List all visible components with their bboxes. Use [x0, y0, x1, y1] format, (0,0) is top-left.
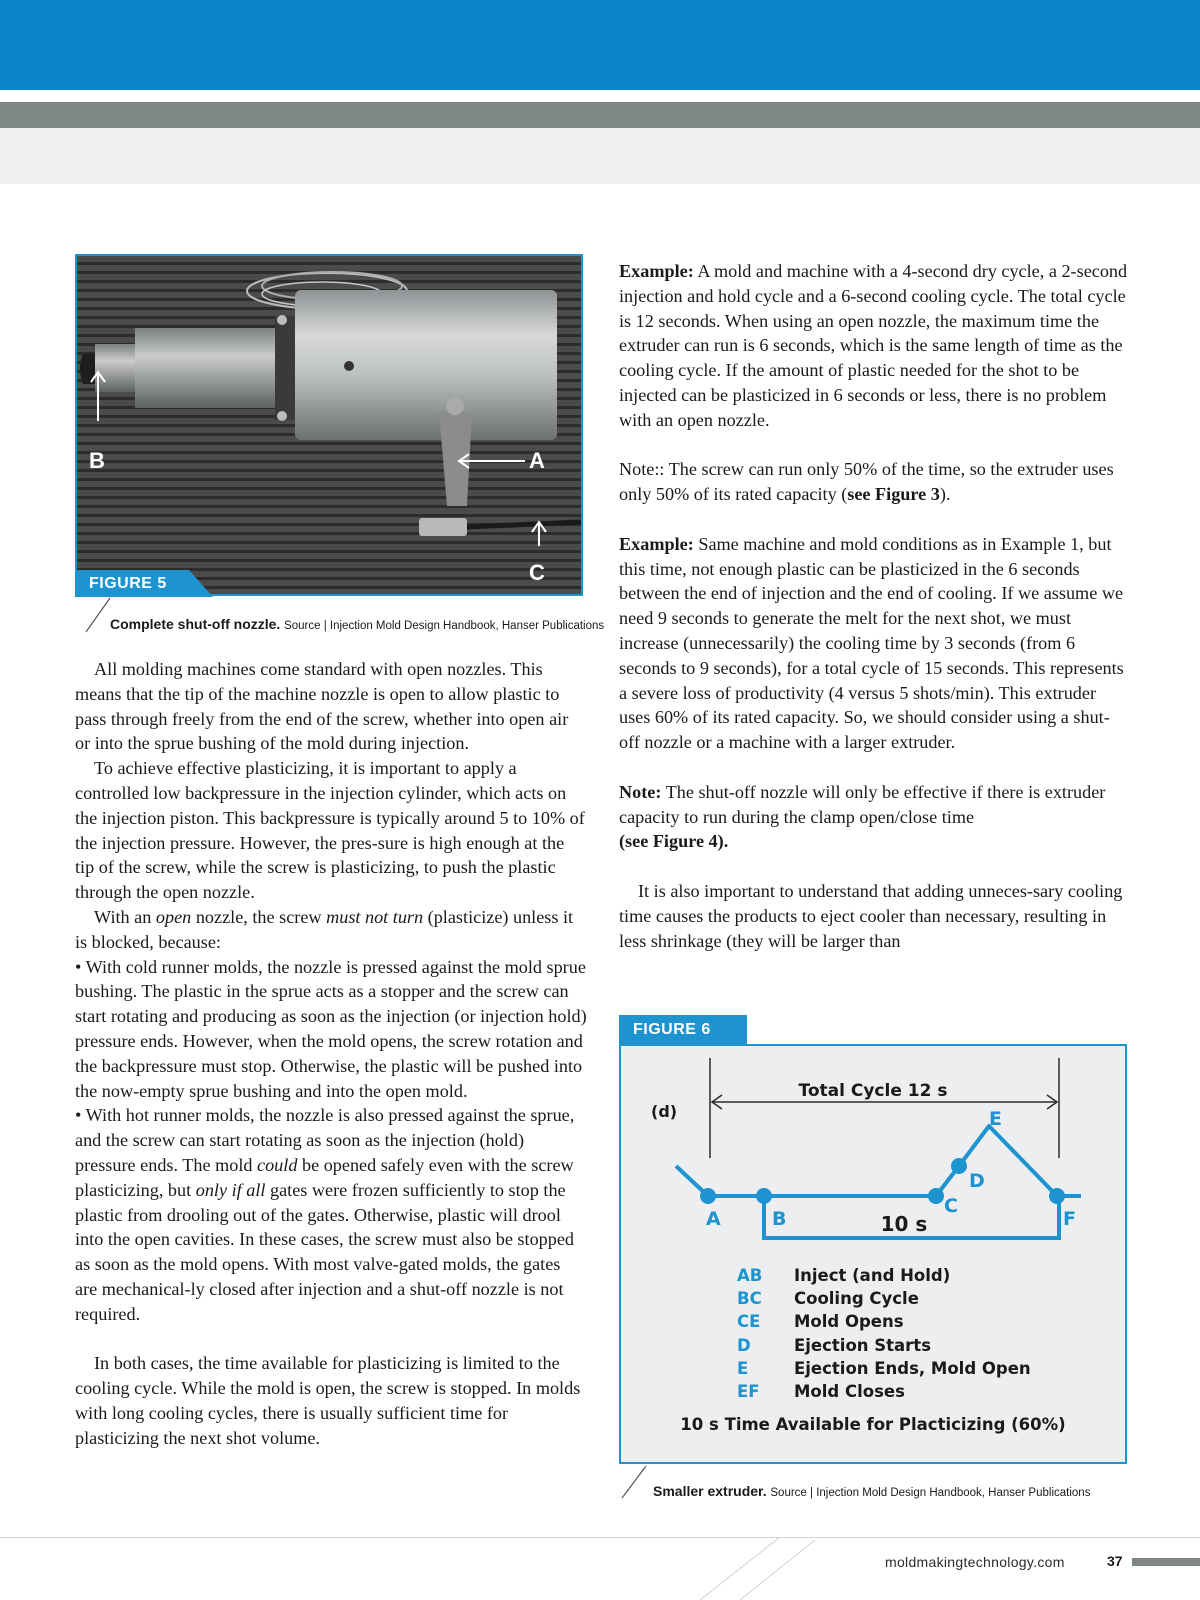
figure-5-caption-source: Source | Injection Mold Design Handbook, Hanser Publications [284, 620, 605, 632]
figure-5-label-a: A [529, 448, 545, 473]
total-cycle-label: Total Cycle 12 s [798, 1081, 948, 1101]
point-b-label: B [772, 1208, 787, 1230]
figure-5-caption [110, 616, 604, 632]
figure-5-photo [75, 254, 583, 596]
point-b-marker [756, 1188, 772, 1204]
bullet-hot-runner: • With hot runner molds, the nozzle is also pressed against the sprue, and the screw can start rotating as soon as the injection (hold) pressure ends. The mold could be opened safely even with the screw plasticizing, but only if all gates were frozen sufficiently to stop the plastic from drooling out of the gates. Otherwise, plastic will drool into the open cavities. In these cases, the screw must also be stopped as soon as the mold opens. With most valve-gated molds, the gates are mechanical-ly closed after injection and a shut-off nozzle is not required. [75, 1105, 575, 1324]
figure-6-legend [737, 1264, 1031, 1403]
point-c-marker [928, 1188, 944, 1204]
panel-label: (d) [651, 1102, 678, 1121]
point-d-marker [951, 1158, 967, 1174]
figure-6-caption-source: Source | Injection Mold Design Handbook, Hanser Publications [770, 1487, 1091, 1499]
figure-5-tab-corner [189, 570, 213, 597]
paragraph-open-nozzles: All molding machines come standard with open nozzles. This means that the tip of the machine nozzle is open to allow plastic to pass through freely from the end of the screw, whether into open air or into the sprue bushing of the mold during injection. [75, 659, 569, 754]
legend-row: E Ejection Ends, Mold Open [737, 1358, 1031, 1378]
page-number: 37 [1107, 1553, 1123, 1569]
figure-6-caption-title: Smaller extruder. [653, 1483, 767, 1499]
figure-6-caption [653, 1483, 1090, 1499]
header-blue-band [0, 0, 1200, 90]
figure-6-tab: FIGURE 6 [619, 1015, 729, 1044]
shutoff-nozzle-illustration [77, 256, 581, 594]
right-column [619, 259, 1129, 953]
point-f-marker [1049, 1188, 1065, 1204]
paragraph-shrinkage: It is also important to understand that adding unneces-sary cooling time causes the products to eject cooler than necessary, resulting in less shrinkage (they will be larger than [619, 880, 1123, 951]
caption-slash-icon [620, 1464, 648, 1500]
point-a-marker [700, 1188, 716, 1204]
paragraph-open-nozzle-rule: With an open nozzle, the screw must not turn (plasticize) unless it is blocked, because: [75, 906, 574, 952]
point-f-label: F [1063, 1208, 1076, 1230]
footer-website[interactable]: moldmakingtechnology.com [885, 1554, 1065, 1570]
bullet-cold-runner: • With cold runner molds, the nozzle is pressed against the mold sprue bushing. The plastic in the sprue acts as a stopper and the screw can start rotating and producing as soon as the injection (or injection hold) pressure ends. However, when the mold opens, the screw rotation and the backpressure must stop. Otherwise, the plastic will be pushed into the now-empty sprue bushing and into the open mold. [75, 956, 587, 1101]
figure-6-summary: 10 s Time Available for Placticizing (60%) [680, 1415, 1066, 1434]
footer-bar [1132, 1558, 1200, 1566]
footer-rule [0, 1537, 1200, 1538]
note-1: Note:: The screw can run only 50% of the time, so the extruder uses only 50% of its rated capacity (see Figure 3). [619, 459, 1114, 505]
legend-row: CE Mold Opens [737, 1312, 904, 1332]
example-1: Example: A mold and machine with a 4-second dry cycle, a 2-second injection and hold cycle and a 6-second cooling cycle. The total cycle is 12 seconds. When using an open nozzle, the maximum time the extruder can run is 6 seconds, which is the same length of time as the cooling cycle. If the amount of plastic needed for the shot to be injected can be plasticized in 6 seconds or less, there is no problem with an open nozzle. [619, 261, 1128, 430]
figure-5-caption-title: Complete shut-off nozzle. [110, 616, 281, 632]
figure-6-diagram [619, 1044, 1127, 1464]
left-column [75, 657, 587, 1451]
legend-row: D Ejection Starts [737, 1335, 932, 1355]
figure-5-label-c: C [529, 560, 545, 585]
figure-6-tab-corner [729, 1015, 747, 1044]
figure-5-tab: FIGURE 5 [75, 570, 189, 597]
header-gray-band [0, 102, 1200, 128]
caption-slash-icon [84, 596, 112, 634]
legend-row: BC Cooling Cycle [737, 1289, 919, 1309]
figure-5-label-b: B [89, 448, 105, 473]
point-c-label: C [944, 1195, 958, 1217]
paragraph-backpressure: To achieve effective plasticizing, it is important to apply a controlled low backpressure in the injection cylinder, which acts on the injection piston. This backpressure is typically around 5 to 10% of the injection pressure. However, the pres-sure is high enough at the tip of the screw, while the screw is plasticizing, to push the plastic through the open nozzle. [75, 758, 585, 903]
note-2: Note: The shut-off nozzle will only be effective if there is extruder capacity to run during the clamp open/close time (see Figure 4). [619, 781, 1106, 852]
point-e-label: E [989, 1108, 1002, 1130]
legend-row: AB Inject (and Hold) [737, 1266, 951, 1285]
paragraph-both-cases: In both cases, the time available for plasticizing is limited to the cooling cycle. While the mold is open, the screw is stopped. In molds with long cooling cycles, there is usually sufficient time for plasticizing the next shot volume. [75, 1353, 581, 1448]
ten-seconds-label: 10 s [880, 1212, 928, 1236]
point-a-label: A [706, 1208, 721, 1230]
point-d-label: D [969, 1170, 985, 1192]
header-light-band [0, 128, 1200, 184]
legend-row: EF Mold Closes [737, 1382, 905, 1402]
example-2: Example: Same machine and mold conditions as in Example 1, but this time, not enough plastic can be plasticized in the 6 seconds between the end of injection and the end of cooling. If we assume we need 9 seconds to generate the melt for the next shot, we must increase (unnecessarily) the cooling time by 3 seconds (from 6 seconds to 9 seconds), for a total cycle of 15 seconds. This represents a severe loss of productivity (4 versus 5 shots/min). This extruder uses 60% of its rated capacity. So, we should consider using a shut-off nozzle or a machine with a larger extruder. [619, 533, 1124, 753]
